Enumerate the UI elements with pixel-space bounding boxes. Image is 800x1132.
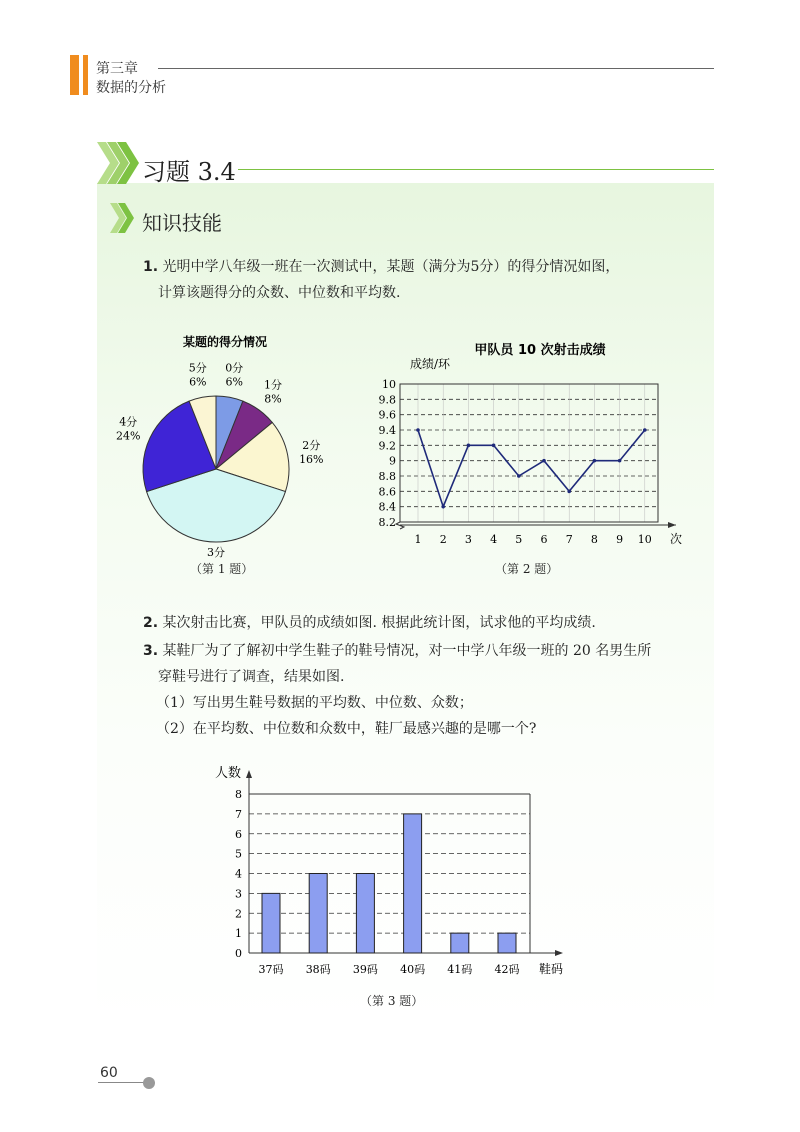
bar-0 (262, 893, 280, 953)
question-1-number: 1. (143, 259, 159, 275)
bar-ytick-2: 2 (235, 907, 242, 921)
line-point-2 (467, 444, 471, 448)
page-number-rule (98, 1082, 144, 1083)
line-ytick-7: 9.6 (378, 408, 396, 422)
bar-ytick-1: 1 (235, 927, 242, 941)
pie-label-0: 0分 (225, 361, 244, 375)
line-ytick-0: 8.2 (378, 516, 396, 529)
line-chart-frame (400, 384, 658, 522)
line-point-6 (567, 490, 571, 494)
bar-xtick-2: 39码 (352, 963, 378, 976)
bar-chart-ylabel: 人数 (215, 766, 242, 781)
pie-label-3: 3分 (207, 546, 225, 559)
pie-value-0: 6% (225, 375, 243, 389)
pie-value-5: 6% (189, 375, 207, 389)
question-2-number: 2. (143, 615, 159, 631)
bar-chart (205, 755, 590, 990)
header-accent-bar (70, 55, 79, 95)
line-xtick-7: 8 (590, 533, 598, 546)
page-number: 60 (100, 1065, 118, 1081)
line-xtick-2: 3 (464, 533, 472, 546)
pie-chart-title: 某题的得分情况 (182, 335, 268, 349)
line-point-3 (492, 444, 496, 448)
bar-1 (309, 874, 327, 954)
line-point-7 (593, 459, 597, 463)
pie-label-5: 5分 (188, 361, 207, 375)
question-2 (143, 612, 596, 632)
pie-chart (110, 330, 350, 560)
bar-ytick-7: 7 (235, 807, 242, 821)
line-ytick-2: 8.6 (378, 485, 396, 499)
question-3-sub-2: （2）在平均数、中位数和众数中，鞋厂最感兴趣的是哪一个? (156, 721, 537, 737)
line-xtick-3: 4 (490, 533, 498, 546)
bar-xtick-3: 40码 (400, 963, 426, 976)
section-chevron-icon (110, 203, 142, 233)
question-2-text: 某次射击比赛，甲队员的成绩如图. 根据此统计图，试求他的平均成绩. (162, 615, 596, 631)
bar-ytick-6: 6 (235, 827, 242, 841)
line-point-1 (441, 505, 445, 509)
question-3-line-1 (143, 640, 651, 660)
exercise-title: 习题 3.4 (142, 158, 236, 186)
bar-2 (356, 874, 374, 954)
header-rule (158, 68, 714, 69)
line-ytick-1: 8.4 (378, 500, 396, 514)
pie-label-2: 2分 (302, 438, 321, 452)
figure-3-caption: （第 3 题） (360, 994, 424, 1008)
question-3-sub-1: （1）写出男生鞋号数据的平均数、中位数、众数； (156, 695, 473, 711)
bar-ytick-4: 4 (235, 867, 242, 881)
bar-ytick-0: 0 (235, 947, 242, 960)
page-dot (143, 1077, 155, 1089)
pie-value-1: 8% (264, 392, 282, 406)
line-chart-title: 甲队员 10 次射击成绩 (474, 343, 606, 358)
line-chart (370, 330, 700, 560)
line-point-9 (643, 428, 647, 432)
line-xtick-8: 9 (616, 533, 624, 546)
line-xtick-9: 10 (637, 533, 652, 546)
line-ytick-9: 10 (382, 378, 396, 391)
line-chart-ylabel: 成绩/环 (410, 357, 451, 371)
pie-value-2: 16% (299, 452, 324, 466)
section-title: 知识技能 (142, 211, 222, 235)
bar-xtick-0: 37码 (258, 963, 284, 976)
line-xtick-4: 5 (515, 533, 523, 546)
question-3-line-2: 穿鞋号进行了调查，结果如图. (158, 669, 345, 685)
bar-chart-xlabel: 鞋码 (539, 962, 564, 976)
pie-value-4: 24% (115, 429, 141, 443)
pie-label-1: 1分 (264, 378, 282, 392)
chapter-label: 第三章 (96, 61, 138, 77)
line-ytick-8: 9.8 (378, 393, 396, 407)
bar-xtick-5: 42码 (494, 963, 520, 976)
title-rule (238, 169, 714, 170)
line-ytick-3: 8.8 (378, 470, 396, 483)
line-ytick-5: 9.2 (378, 439, 396, 453)
line-point-4 (517, 474, 521, 478)
line-point-0 (416, 428, 420, 432)
bar-ytick-8: 8 (235, 788, 242, 801)
question-1-text: 光明中学八年级一班在一次测试中，某题（满分为5分）的得分情况如图， (162, 259, 620, 275)
figure-1-caption: （第 1 题） (190, 562, 254, 576)
bar-x-axis-arrow (555, 950, 563, 956)
bar-3 (404, 814, 422, 953)
line-ytick-6: 9.4 (378, 424, 396, 437)
line-point-8 (618, 459, 622, 463)
chapter-subject: 数据的分析 (96, 80, 166, 96)
line-point-5 (542, 459, 546, 463)
pie-label-4: 4分 (119, 415, 138, 429)
line-xtick-1: 2 (439, 533, 447, 546)
question-1-line-1 (143, 256, 619, 276)
bar-xtick-1: 38码 (305, 963, 331, 976)
bar-xtick-4: 41码 (447, 963, 473, 976)
header-accent-bar-thin (83, 55, 88, 95)
question-3-text: 某鞋厂为了了解初中学生鞋子的鞋号情况，对一中学八年级一班的 20 名男生所 (162, 643, 652, 659)
bar-y-axis-arrow (246, 770, 252, 778)
line-series (418, 430, 645, 507)
figure-2-caption: （第 2 题） (495, 562, 559, 576)
bar-ytick-5: 5 (235, 847, 242, 861)
question-1-line-2: 计算该题得分的众数、中位数和平均数. (158, 285, 401, 301)
bar-5 (498, 933, 516, 953)
line-chart-xlabel: 次 (670, 532, 683, 546)
line-xtick-6: 7 (565, 533, 573, 546)
bar-4 (451, 933, 469, 953)
line-x-axis-arrow (668, 522, 676, 528)
line-ytick-4: 9 (389, 454, 396, 468)
line-xtick-0: 1 (414, 533, 422, 546)
line-xtick-5: 6 (540, 533, 548, 546)
title-chevron-icon (97, 142, 147, 184)
bar-ytick-3: 3 (235, 887, 242, 901)
question-3-number: 3. (143, 643, 159, 659)
